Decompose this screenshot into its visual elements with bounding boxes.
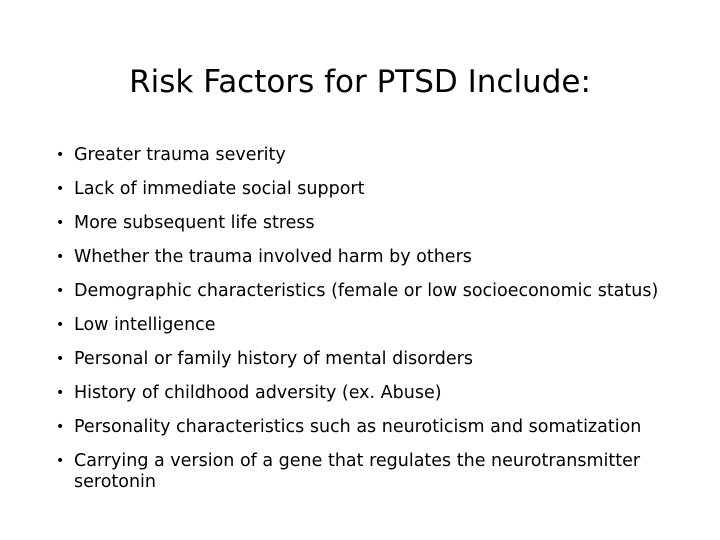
bullet-icon: • xyxy=(56,385,65,401)
bullet-text: Greater trauma severity xyxy=(74,145,286,165)
bullet-text: Whether the trauma involved harm by others xyxy=(74,247,472,267)
bullet-text: History of childhood adversity (ex. Abuse) xyxy=(74,383,442,403)
bullet-icon: • xyxy=(56,317,65,333)
bullet-icon: • xyxy=(56,453,65,469)
bullet-icon: • xyxy=(56,249,65,265)
bullet-item-10 xyxy=(56,451,676,493)
bullet-item-3 xyxy=(56,213,676,234)
bullet-item-7 xyxy=(56,349,676,370)
bullet-item-9 xyxy=(56,417,676,438)
bullet-text: Low intelligence xyxy=(74,315,216,335)
slide-title: Risk Factors for PTSD Include: xyxy=(129,64,591,100)
bullet-icon: • xyxy=(56,419,65,435)
bullet-text: Lack of immediate social support xyxy=(74,179,365,199)
bullet-icon: • xyxy=(56,181,65,197)
bullet-icon: • xyxy=(56,351,65,367)
bullet-text: More subsequent life stress xyxy=(74,213,315,233)
bullet-item-1 xyxy=(56,145,676,166)
bullet-item-6 xyxy=(56,315,676,336)
bullet-text: Demographic characteristics (female or low socioeconomic status) xyxy=(74,281,659,301)
bullet-text: Personal or family history of mental disorders xyxy=(74,349,473,369)
risk-factor-list xyxy=(56,145,676,506)
bullet-item-8 xyxy=(56,383,676,404)
bullet-icon: • xyxy=(56,215,65,231)
bullet-item-2 xyxy=(56,179,676,200)
bullet-text: Carrying a version of a gene that regulates the neurotransmitter serotonin xyxy=(74,451,641,492)
bullet-text: Personality characteristics such as neuroticism and somatization xyxy=(74,417,642,437)
bullet-item-4 xyxy=(56,247,676,268)
bullet-icon: • xyxy=(56,147,65,163)
bullet-item-5 xyxy=(56,281,676,302)
bullet-icon: • xyxy=(56,283,65,299)
